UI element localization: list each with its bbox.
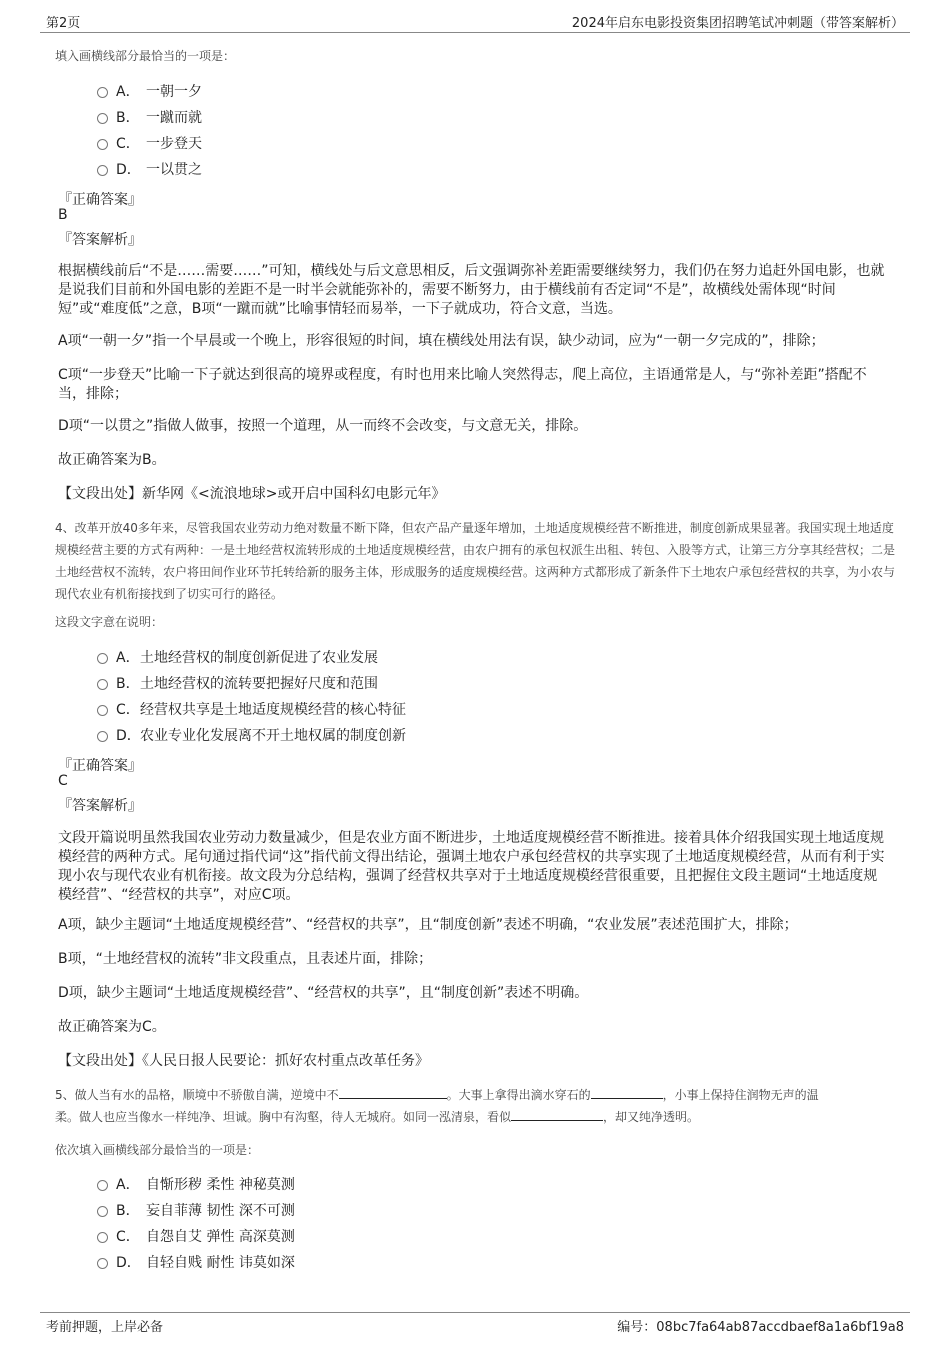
q3-source: 【文段出处】新华网《<流浪地球>或开启中国科幻电影元年》	[58, 486, 446, 502]
q5-prompt: 依次填入画横线部分最恰当的一项是：	[55, 1143, 260, 1157]
page-number: 第2页	[46, 16, 81, 31]
fill-blank	[591, 1086, 663, 1099]
radio-icon[interactable]	[97, 1180, 108, 1191]
q3-option-d[interactable]: D． 一以贯之	[97, 160, 202, 180]
q4-analysis-paragraph: B项，“土地经营权的流转”非文段重点，且表述片面，排除；	[58, 951, 433, 967]
q4-option-d[interactable]: D．农业专业化发展离不开土地权属的制度创新	[97, 726, 406, 746]
footer-slogan: 考前押题，上岸必备	[46, 1320, 164, 1335]
q4-analysis-paragraph: 文段开篇说明虽然我国农业劳动力数量减少，但是农业方面不断进步，土地适度规模经营不断推进。接着具体介绍我国实现土地适度规模经营的两种方式。尾句通过指代词“这”指代前文得出结论，强调土地农户承包经营权的共享实现了土地适度规模经营，从而有利于实现小农与现代农业有机衔接。故文段为分总结构，强调了经营权共享对于土地适度规模经营很重要，且把握住文段主题词“土地适度规模经营”、“经营权的共享”，对应C项。	[58, 830, 885, 903]
document-title: 2024年启东电影投资集团招聘笔试冲刺题（带答案解析）	[571, 16, 904, 31]
q3-option-b[interactable]: B． 一蹴而就	[97, 108, 202, 128]
radio-icon[interactable]	[97, 1258, 108, 1269]
q4-prompt: 这段文字意在说明：	[55, 615, 164, 629]
q4-analysis-paragraph: A项，缺少主题词“土地适度规模经营”、“经营权的共享”，且“制度创新”表述不明确，“农业发展”表述范围扩大，排除；	[58, 917, 798, 933]
q3-answer-label: 『正确答案』	[58, 192, 142, 208]
q3-conclusion: 故正确答案为B。	[58, 452, 166, 468]
q5-option-b[interactable]: B． 妄自菲薄 韧性 深不可测	[97, 1201, 295, 1221]
radio-icon[interactable]	[97, 165, 108, 176]
q5-stem: 5、做人当有水的品格，顺境中不骄傲自满，逆境中不 。大事上拿得出滴水穿石的 ，小事上保持住润物无声的温 柔。做人也应当像水一样纯净、坦诚。胸中有沟壑，待人无城府。如同一泓清泉，看似 ，却又纯净透明。	[55, 1088, 819, 1124]
q5-option-d[interactable]: D． 自轻自贱 耐性 讳莫如深	[97, 1253, 295, 1273]
q3-analysis-paragraph: A项“一朝一夕”指一个早晨或一个晚上，形容很短的时间，填在横线处用法有误，缺少动词，应为“一朝一夕完成的”，排除；	[58, 333, 825, 349]
q4-conclusion: 故正确答案为C。	[58, 1019, 166, 1035]
fill-blank	[339, 1086, 447, 1099]
q3-analysis-label: 『答案解析』	[58, 232, 142, 248]
radio-icon[interactable]	[97, 705, 108, 716]
fill-blank	[511, 1108, 603, 1121]
radio-icon[interactable]	[97, 653, 108, 664]
page-header	[40, 12, 910, 33]
q3-analysis-paragraph: D项“一以贯之”指做人做事，按照一个道理，从一而终不会改变，与文意无关，排除。	[58, 418, 588, 434]
radio-icon[interactable]	[97, 87, 108, 98]
q4-option-b[interactable]: B．土地经营权的流转要把握好尺度和范围	[97, 674, 378, 694]
q3-option-a[interactable]: A． 一朝一夕	[97, 82, 202, 102]
document-code: 编号：08bc7fa64ab87accdbaef8a1a6bf19a8	[617, 1320, 904, 1335]
q4-analysis-paragraph: D项，缺少主题词“土地适度规模经营”、“经营权的共享”，且“制度创新”表述不明确。	[58, 985, 589, 1001]
radio-icon[interactable]	[97, 679, 108, 690]
q3-analysis-paragraph: C项“一步登天”比喻一下子就达到很高的境界或程度，有时也用来比喻人突然得志，爬上高位，主语通常是人，与“弥补差距”搭配不当，排除；	[58, 367, 867, 402]
q4-option-a[interactable]: A．土地经营权的制度创新促进了农业发展	[97, 648, 378, 668]
page-footer	[40, 1312, 910, 1335]
q5-option-a[interactable]: A． 自惭形秽 柔性 神秘莫测	[97, 1175, 295, 1195]
radio-icon[interactable]	[97, 139, 108, 150]
radio-icon[interactable]	[97, 731, 108, 742]
radio-icon[interactable]	[97, 1206, 108, 1217]
q3-analysis-paragraph: 根据横线前后“不是……需要……”可知，横线处与后文意思相反，后文强调弥补差距需要继续努力，我们仍在努力追赶外国电影，也就是说我们目前和外国电影的差距不是一时半会就能弥补的，需要不断努力，由于横线前有否定词“不是”，故横线处需体现“时间短”或“难度低”之意，B项“一蹴而就”比喻事情轻而易举，一下子就成功，符合文意，当选。	[58, 263, 885, 317]
q4-analysis-label: 『答案解析』	[58, 798, 142, 814]
q3-answer: B	[58, 207, 68, 223]
q4-answer-label: 『正确答案』	[58, 758, 142, 774]
radio-icon[interactable]	[97, 113, 108, 124]
q4-answer: C	[58, 773, 68, 789]
radio-icon[interactable]	[97, 1232, 108, 1243]
q3-prompt: 填入画横线部分最恰当的一项是：	[55, 49, 236, 63]
q4-option-c[interactable]: C．经营权共享是土地适度规模经营的核心特征	[97, 700, 406, 720]
q4-stem: 4、改革开放40多年来，尽管我国农业劳动力绝对数量不断下降，但农产品产量逐年增加，土地适度规模经营不断推进，制度创新成果显著。我国实现土地适度规模经营主要的方式有两种：一是土地经营权流转形成的土地适度规模经营，由农户拥有的承包权派生出租、转包、入股等方式，让第三方分享其经营权；二是土地经营权不流转，农户将田间作业环节托转给新的服务主体，形成服务的适度规模经营。这两种方式都形成了新条件下土地农户承包经营权的共享，为小农与现代农业有机衔接找到了切实可行的路径。	[55, 521, 896, 601]
q3-option-c[interactable]: C． 一步登天	[97, 134, 202, 154]
q5-option-c[interactable]: C． 自怨自艾 弹性 高深莫测	[97, 1227, 295, 1247]
q4-source: 【文段出处】《人民日报人民要论：抓好农村重点改革任务》	[58, 1053, 429, 1069]
